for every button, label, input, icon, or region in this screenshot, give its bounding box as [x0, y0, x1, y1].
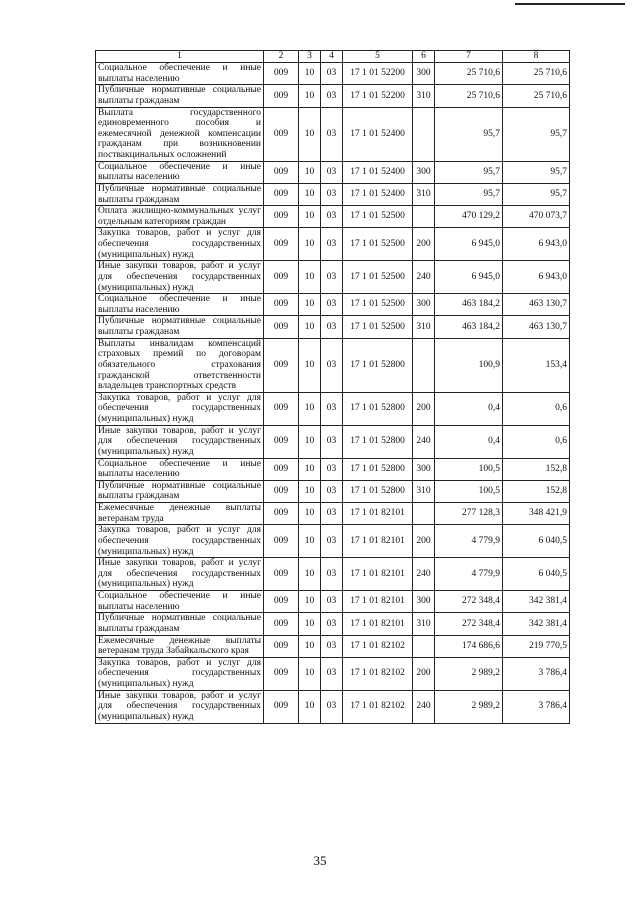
- section-code: 10: [299, 316, 321, 338]
- subsection-code: 03: [321, 525, 343, 558]
- expense-type-code: 300: [413, 591, 435, 613]
- row-name: Выплата государственного единовременного пособия и ежемесячной денежной компенсации гражданам при возникновении поствакцинальных осложнений: [96, 107, 264, 161]
- amount-year-2: 152,8: [503, 458, 570, 480]
- column-header: 5: [343, 51, 413, 63]
- amount-year-2: 152,8: [503, 480, 570, 502]
- ministry-code: 009: [264, 613, 299, 635]
- expense-type-code: 240: [413, 425, 435, 458]
- ministry-code: 009: [264, 107, 299, 161]
- column-header: 4: [321, 51, 343, 63]
- row-name: Социальное обеспечение и иные выплаты населению: [96, 63, 264, 85]
- subsection-code: 03: [321, 480, 343, 502]
- expense-type-code: 200: [413, 228, 435, 261]
- target-article-code: 17 1 01 52500: [343, 316, 413, 338]
- section-code: 10: [299, 425, 321, 458]
- subsection-code: 03: [321, 85, 343, 107]
- subsection-code: 03: [321, 690, 343, 723]
- subsection-code: 03: [321, 107, 343, 161]
- amount-year-1: 272 348,4: [435, 613, 503, 635]
- ministry-code: 009: [264, 294, 299, 316]
- section-code: 10: [299, 338, 321, 392]
- target-article-code: 17 1 01 52500: [343, 294, 413, 316]
- expense-type-code: [413, 338, 435, 392]
- target-article-code: 17 1 01 52500: [343, 261, 413, 294]
- section-code: 10: [299, 206, 321, 228]
- target-article-code: 17 1 01 82101: [343, 503, 413, 525]
- amount-year-1: 463 184,2: [435, 294, 503, 316]
- amount-year-1: 174 686,6: [435, 635, 503, 657]
- row-name: Иные закупки товаров, работ и услуг для обеспечения государственных (муниципальных) нужд: [96, 261, 264, 294]
- amount-year-2: 25 710,6: [503, 85, 570, 107]
- target-article-code: 17 1 01 82101: [343, 525, 413, 558]
- row-name: Публичные нормативные социальные выплаты гражданам: [96, 183, 264, 205]
- amount-year-2: 342 381,4: [503, 613, 570, 635]
- ministry-code: 009: [264, 183, 299, 205]
- amount-year-2: 463 130,7: [503, 316, 570, 338]
- section-code: 10: [299, 107, 321, 161]
- subsection-code: 03: [321, 316, 343, 338]
- target-article-code: 17 1 01 52800: [343, 338, 413, 392]
- amount-year-2: 463 130,7: [503, 294, 570, 316]
- subsection-code: 03: [321, 635, 343, 657]
- target-article-code: 17 1 01 82102: [343, 657, 413, 690]
- section-code: 10: [299, 503, 321, 525]
- row-name: Социальное обеспечение и иные выплаты населению: [96, 591, 264, 613]
- ministry-code: 009: [264, 316, 299, 338]
- subsection-code: 03: [321, 425, 343, 458]
- ministry-code: 009: [264, 206, 299, 228]
- column-header: 8: [503, 51, 570, 63]
- section-code: 10: [299, 591, 321, 613]
- subsection-code: 03: [321, 657, 343, 690]
- column-header: 1: [96, 51, 264, 63]
- amount-year-2: 25 710,6: [503, 63, 570, 85]
- target-article-code: 17 1 01 82101: [343, 613, 413, 635]
- row-name: Ежемесячные денежные выплаты ветеранам труда Забайкальского края: [96, 635, 264, 657]
- row-name: Публичные нормативные социальные выплаты гражданам: [96, 316, 264, 338]
- subsection-code: 03: [321, 161, 343, 183]
- subsection-code: 03: [321, 294, 343, 316]
- table-row: [96, 206, 570, 228]
- ministry-code: 009: [264, 558, 299, 591]
- subsection-code: 03: [321, 503, 343, 525]
- ministry-code: 009: [264, 392, 299, 425]
- target-article-code: 17 1 01 52800: [343, 458, 413, 480]
- column-header: 7: [435, 51, 503, 63]
- section-code: 10: [299, 63, 321, 85]
- table-row: [96, 63, 570, 85]
- ministry-code: 009: [264, 228, 299, 261]
- amount-year-1: 0,4: [435, 425, 503, 458]
- table-header-row: [96, 51, 570, 63]
- section-code: 10: [299, 85, 321, 107]
- budget-table: [95, 50, 570, 724]
- expense-type-code: 300: [413, 161, 435, 183]
- target-article-code: 17 1 01 52200: [343, 85, 413, 107]
- target-article-code: 17 1 01 82102: [343, 635, 413, 657]
- expense-type-code: 300: [413, 63, 435, 85]
- column-header: 3: [299, 51, 321, 63]
- expense-type-code: 200: [413, 657, 435, 690]
- target-article-code: 17 1 01 52500: [343, 206, 413, 228]
- row-name: Публичные нормативные социальные выплаты гражданам: [96, 85, 264, 107]
- ministry-code: 009: [264, 161, 299, 183]
- amount-year-1: 0,4: [435, 392, 503, 425]
- target-article-code: 17 1 01 52500: [343, 228, 413, 261]
- amount-year-1: 95,7: [435, 161, 503, 183]
- amount-year-2: 348 421,9: [503, 503, 570, 525]
- amount-year-2: 95,7: [503, 183, 570, 205]
- ministry-code: 009: [264, 503, 299, 525]
- expense-type-code: 310: [413, 316, 435, 338]
- section-code: 10: [299, 161, 321, 183]
- table-row: [96, 525, 570, 558]
- expense-type-code: 200: [413, 525, 435, 558]
- table-row: [96, 635, 570, 657]
- subsection-code: 03: [321, 206, 343, 228]
- ministry-code: 009: [264, 591, 299, 613]
- expense-type-code: [413, 107, 435, 161]
- table-row: [96, 591, 570, 613]
- table-row: [96, 228, 570, 261]
- amount-year-1: 6 945,0: [435, 228, 503, 261]
- row-name: Публичные нормативные социальные выплаты гражданам: [96, 613, 264, 635]
- amount-year-1: 2 989,2: [435, 690, 503, 723]
- amount-year-1: 95,7: [435, 183, 503, 205]
- target-article-code: 17 1 01 52800: [343, 480, 413, 502]
- amount-year-1: 4 779,9: [435, 525, 503, 558]
- table-row: [96, 107, 570, 161]
- expense-type-code: 310: [413, 183, 435, 205]
- ministry-code: 009: [264, 458, 299, 480]
- column-header: 2: [264, 51, 299, 63]
- section-code: 10: [299, 294, 321, 316]
- amount-year-2: 219 770,5: [503, 635, 570, 657]
- target-article-code: 17 1 01 52400: [343, 183, 413, 205]
- section-code: 10: [299, 558, 321, 591]
- amount-year-1: 100,5: [435, 480, 503, 502]
- row-name: Иные закупки товаров, работ и услуг для обеспечения государственных (муниципальных) нужд: [96, 558, 264, 591]
- table-row: [96, 503, 570, 525]
- section-code: 10: [299, 392, 321, 425]
- ministry-code: 009: [264, 338, 299, 392]
- expense-type-code: [413, 503, 435, 525]
- section-code: 10: [299, 228, 321, 261]
- expense-type-code: 240: [413, 261, 435, 294]
- amount-year-2: 3 786,4: [503, 657, 570, 690]
- expense-type-code: 300: [413, 458, 435, 480]
- amount-year-1: 100,9: [435, 338, 503, 392]
- page-number: 35: [313, 853, 327, 868]
- table-row: [96, 690, 570, 723]
- expense-type-code: 200: [413, 392, 435, 425]
- section-code: 10: [299, 690, 321, 723]
- table-row: [96, 657, 570, 690]
- target-article-code: 17 1 01 82102: [343, 690, 413, 723]
- section-code: 10: [299, 657, 321, 690]
- ministry-code: 009: [264, 85, 299, 107]
- subsection-code: 03: [321, 558, 343, 591]
- expense-type-code: 240: [413, 558, 435, 591]
- target-article-code: 17 1 01 82101: [343, 558, 413, 591]
- subsection-code: 03: [321, 392, 343, 425]
- column-header: 6: [413, 51, 435, 63]
- table-row: [96, 261, 570, 294]
- amount-year-2: 95,7: [503, 161, 570, 183]
- section-code: 10: [299, 525, 321, 558]
- amount-year-1: 25 710,6: [435, 85, 503, 107]
- row-name: Иные закупки товаров, работ и услуг для обеспечения государственных (муниципальных) нужд: [96, 690, 264, 723]
- amount-year-2: 6 040,5: [503, 558, 570, 591]
- expense-type-code: 300: [413, 294, 435, 316]
- subsection-code: 03: [321, 183, 343, 205]
- row-name: Закупка товаров, работ и услуг для обеспечения государственных (муниципальных) нужд: [96, 392, 264, 425]
- expense-type-code: [413, 206, 435, 228]
- subsection-code: 03: [321, 613, 343, 635]
- expense-type-code: [413, 635, 435, 657]
- table-row: [96, 392, 570, 425]
- target-article-code: 17 1 01 82101: [343, 591, 413, 613]
- table-row: [96, 480, 570, 502]
- amount-year-2: 6 943,0: [503, 261, 570, 294]
- amount-year-1: 25 710,6: [435, 63, 503, 85]
- amount-year-2: 0,6: [503, 392, 570, 425]
- row-name: Закупка товаров, работ и услуг для обеспечения государственных (муниципальных) нужд: [96, 525, 264, 558]
- section-code: 10: [299, 183, 321, 205]
- target-article-code: 17 1 01 52800: [343, 392, 413, 425]
- table-row: [96, 294, 570, 316]
- expense-type-code: 310: [413, 613, 435, 635]
- section-code: 10: [299, 458, 321, 480]
- amount-year-2: 470 073,7: [503, 206, 570, 228]
- target-article-code: 17 1 01 52800: [343, 425, 413, 458]
- ministry-code: 009: [264, 525, 299, 558]
- row-name: Закупка товаров, работ и услуг для обеспечения государственных (муниципальных) нужд: [96, 228, 264, 261]
- amount-year-1: 4 779,9: [435, 558, 503, 591]
- amount-year-1: 277 128,3: [435, 503, 503, 525]
- subsection-code: 03: [321, 261, 343, 294]
- table-row: [96, 338, 570, 392]
- amount-year-2: 0,6: [503, 425, 570, 458]
- top-right-rule: [515, 3, 625, 5]
- subsection-code: 03: [321, 458, 343, 480]
- section-code: 10: [299, 261, 321, 294]
- subsection-code: 03: [321, 63, 343, 85]
- subsection-code: 03: [321, 591, 343, 613]
- table-row: [96, 183, 570, 205]
- target-article-code: 17 1 01 52400: [343, 107, 413, 161]
- expense-type-code: 310: [413, 85, 435, 107]
- ministry-code: 009: [264, 261, 299, 294]
- table-row: [96, 85, 570, 107]
- amount-year-2: 3 786,4: [503, 690, 570, 723]
- ministry-code: 009: [264, 480, 299, 502]
- section-code: 10: [299, 613, 321, 635]
- row-name: Социальное обеспечение и иные выплаты населению: [96, 294, 264, 316]
- ministry-code: 009: [264, 635, 299, 657]
- row-name: Иные закупки товаров, работ и услуг для обеспечения государственных (муниципальных) нужд: [96, 425, 264, 458]
- row-name: Социальное обеспечение и иные выплаты населению: [96, 458, 264, 480]
- amount-year-2: 6 040,5: [503, 525, 570, 558]
- amount-year-1: 100,5: [435, 458, 503, 480]
- table-row: [96, 458, 570, 480]
- amount-year-2: 6 943,0: [503, 228, 570, 261]
- target-article-code: 17 1 01 52400: [343, 161, 413, 183]
- section-code: 10: [299, 480, 321, 502]
- amount-year-2: 95,7: [503, 107, 570, 161]
- amount-year-2: 342 381,4: [503, 591, 570, 613]
- table-row: [96, 425, 570, 458]
- amount-year-1: 272 348,4: [435, 591, 503, 613]
- row-name: Выплаты инвалидам компенсаций страховых премий по договорам обязательного страхования гражданской ответственности владельцев транспортных средств: [96, 338, 264, 392]
- amount-year-1: 463 184,2: [435, 316, 503, 338]
- subsection-code: 03: [321, 338, 343, 392]
- row-name: Закупка товаров, работ и услуг для обеспечения государственных (муниципальных) нужд: [96, 657, 264, 690]
- ministry-code: 009: [264, 425, 299, 458]
- row-name: Публичные нормативные социальные выплаты гражданам: [96, 480, 264, 502]
- amount-year-2: 153,4: [503, 338, 570, 392]
- row-name: Социальное обеспечение и иные выплаты населению: [96, 161, 264, 183]
- amount-year-1: 95,7: [435, 107, 503, 161]
- table-row: [96, 161, 570, 183]
- table-row: [96, 613, 570, 635]
- target-article-code: 17 1 01 52200: [343, 63, 413, 85]
- row-name: Ежемесячные денежные выплаты ветеранам труда: [96, 503, 264, 525]
- amount-year-1: 6 945,0: [435, 261, 503, 294]
- ministry-code: 009: [264, 690, 299, 723]
- amount-year-1: 470 129,2: [435, 206, 503, 228]
- table-row: [96, 558, 570, 591]
- section-code: 10: [299, 635, 321, 657]
- subsection-code: 03: [321, 228, 343, 261]
- row-name: Оплата жилищно-коммунальных услуг отдельным категориям граждан: [96, 206, 264, 228]
- table-row: [96, 316, 570, 338]
- expense-type-code: 240: [413, 690, 435, 723]
- ministry-code: 009: [264, 657, 299, 690]
- expense-type-code: 310: [413, 480, 435, 502]
- amount-year-1: 2 989,2: [435, 657, 503, 690]
- ministry-code: 009: [264, 63, 299, 85]
